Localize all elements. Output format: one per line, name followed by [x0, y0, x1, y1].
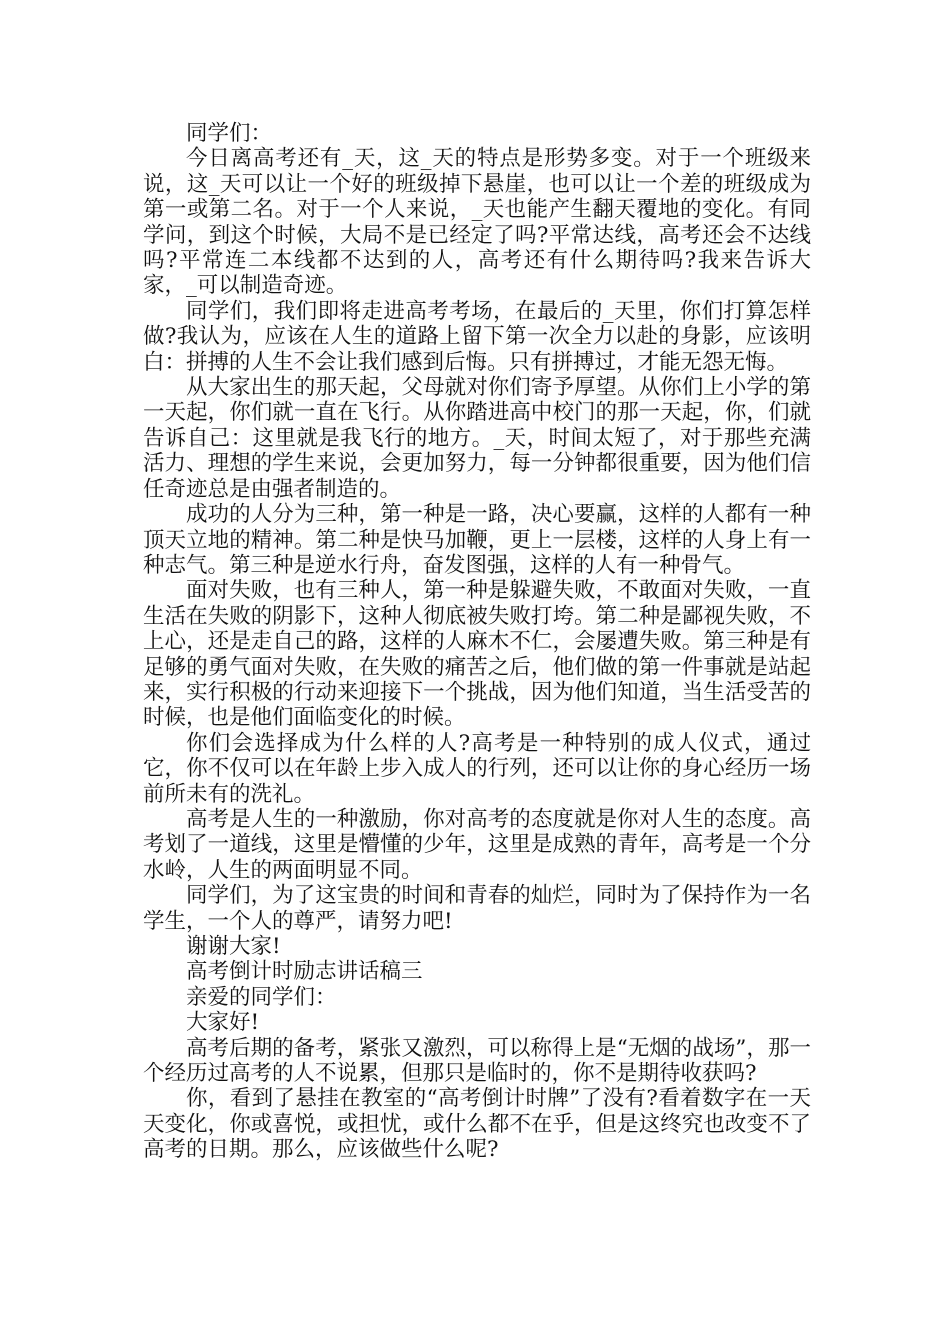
paragraph-4: 成功的人分为三种，第一种是一路，决心要赢，这样的人都有一种顶天立地的精神。第二种是快马加鞭，更上一层楼，这样的人身上有一种志气。第三种是逆水行舟，奋发图强，这样的人有一种骨气。: [143, 502, 811, 578]
paragraph-3: 从大家出生的那天起，父母就对你们寄予厚望。从你们上小学的第一天起，你们就一直在飞行。从你踏进高中校门的那一天起，你，们就告诉自己：这里就是我飞行的地方。_天，时间太短了，对于那些充满活力、理想的学生来说，会更加努力，每一分钟都很重要，因为他们信任奇迹总是由强者制造的。: [143, 375, 811, 502]
paragraph-10: 你，看到了悬挂在教室的“高考倒计时牌”了没有?看着数字在一天天变化，你或喜悦，或担忧，或什么都不在乎，但是这终究也改变不了高考的日期。那么，应该做些什么呢?: [143, 1086, 811, 1163]
paragraph-6: 你们会选择成为什么样的人?高考是一种特别的成人仪式，通过它，你不仅可以在年龄上步入成人的行列，还可以让你的身心经历一场前所未有的洗礼。: [143, 730, 811, 807]
document-body: [143, 121, 811, 1163]
paragraph-1: 今日离高考还有_天，这_天的特点是形势多变。对于一个班级来说，这_天可以让一个好的班级掉下悬崖，也可以让一个差的班级成为第一或第二名。对于一个人来说，_天也能产生翻天覆地的变化。有同学问，到这个时候，大局不是已经定了吗?平常达线，高考还会不达线吗?平常连二本线都不达到的人，高考还有什么期待吗?我来告诉大家，_可以制造奇迹。: [143, 146, 811, 299]
paragraph-8: 同学们，为了这宝贵的时间和青春的灿烂，同时为了保持作为一名学生，一个人的尊严，请努力吧!: [143, 883, 811, 934]
closing-thanks: 谢谢大家!: [186, 934, 281, 959]
section-title: 高考倒计时励志讲话稿三: [186, 959, 423, 985]
paragraph-7: 高考是人生的一种激励，你对高考的态度就是你对人生的态度。高考划了一道线，这里是懵懂的少年，这里是成熟的青年，高考是一个分水岭，人生的两面明显不同。: [143, 806, 811, 883]
greeting: 大家好!: [186, 1010, 260, 1036]
salutation: 同学们：: [186, 121, 273, 146]
salutation-2: 亲爱的同学们：: [186, 984, 337, 1010]
paragraph-9: 高考后期的备考，紧张又激烈，可以称得上是“无烟的战场”，那一个经历过高考的人不说累，但那只是临时的，你不是期待收获吗?: [143, 1035, 811, 1087]
paragraph-5: 面对失败，也有三种人，第一种是躲避失败，不敢面对失败，一直生活在失败的阴影下，这种人彻底被失败打垮。第二种是鄙视失败，不上心，还是走自己的路，这样的人麻木不仁，会屡遭失败。第三种是有足够的勇气面对失败，在失败的痛苦之后，他们做的第一件事就是站起来，实行积极的行动来迎接下一个挑战，因为他们知道，当生活受苦的时候，也是他们面临变化的时候。: [143, 578, 811, 731]
paragraph-2: 同学们，我们即将走进高考考场，在最后的_天里，你们打算怎样做?我认为，应该在人生的道路上留下第一次全力以赴的身影，应该明白：拼搏的人生不会让我们感到后悔。只有拼搏过，才能无怨无悔。: [143, 298, 811, 375]
